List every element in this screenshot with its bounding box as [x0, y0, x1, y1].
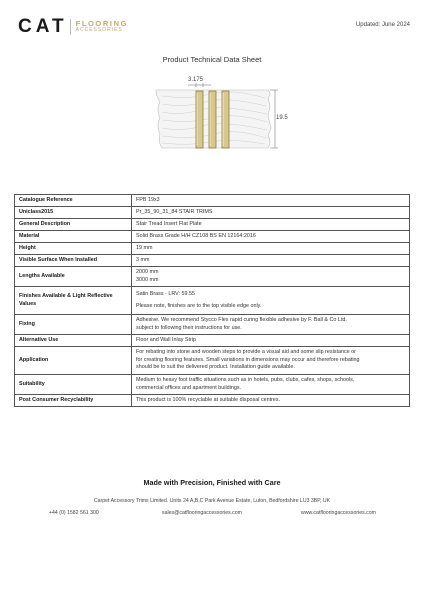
logo-subtitle-line2: ACCESSORIES — [75, 27, 123, 33]
spec-value — [132, 255, 410, 267]
spec-value-line: should be to suit the delivered product. Installation guide available. — [136, 364, 295, 371]
spec-value-line: Floor and Wall Inlay Strip — [136, 336, 197, 343]
spec-key: Suitability — [15, 375, 132, 395]
width-dimension — [188, 83, 211, 87]
spec-key: Post Consumer Recyclability — [15, 395, 132, 407]
spec-value — [132, 195, 410, 207]
spec-value — [132, 315, 410, 335]
spec-value-line: 3000 mm — [136, 276, 159, 283]
spec-row — [15, 347, 410, 375]
spec-value-line: Medium to heavy foot traffic situations such as in hotels, pubs, clubs, cafes, shops, schools, — [136, 377, 355, 383]
email-link[interactable]: sales@catflooringaccessories.com — [162, 510, 242, 516]
spec-value-line: Adhesive. We recommend Stycco Flex rapid curing flexible adhesive by F. Ball & Co Ltd. — [136, 317, 347, 323]
spec-value — [132, 375, 410, 395]
spec-value-line: For rebating into stone and wooden steps to provide a visual aid and some slip resistance or — [136, 349, 356, 356]
spec-key: Material — [15, 231, 132, 243]
company-address: Carpet Accessory Trims Limited. Units 24 A,B,C Park Avenue Estate, Luton, Bedfordshire LU3 3BP, UK — [93, 498, 331, 504]
spec-row — [15, 255, 410, 267]
spec-value-line: Satin Brass - LRV: 59.55 — [136, 290, 196, 297]
spec-row — [15, 315, 410, 335]
spec-value — [132, 243, 410, 255]
logo-divider — [70, 19, 71, 35]
spec-key: Visible Surface When Installed — [15, 255, 132, 267]
spec-value — [132, 395, 410, 407]
spec-value — [132, 207, 410, 219]
company-logo — [18, 16, 128, 38]
product-cross-section-drawing — [150, 72, 300, 162]
spec-value — [132, 267, 410, 287]
spec-row — [15, 231, 410, 243]
spec-value-line: 3 mm — [136, 256, 150, 263]
spec-key: Finishes Available & Light Reflective Values — [15, 287, 132, 315]
spec-key: Alternative Use — [15, 335, 132, 347]
spec-key: Application — [15, 347, 132, 375]
spec-value-line: FPB 19x3 — [136, 196, 160, 203]
spec-value-line: This product is 100% recyclable at suitable disposal centres. — [136, 396, 281, 403]
footer-tagline: Made with Precision, Finished with Care — [143, 478, 281, 487]
brass-strips — [196, 91, 229, 148]
spec-row — [15, 267, 410, 287]
spec-value-line: commercial offices and apartment buildings. — [136, 384, 242, 391]
spec-value-line: Solid Brass Grade H/H CZ108 BS EN 12164:2016 — [136, 232, 256, 239]
spec-row — [15, 395, 410, 407]
spec-row — [15, 287, 410, 315]
spec-value — [132, 287, 410, 315]
spec-key: Uniclass2015 — [15, 207, 132, 219]
spec-value-line: Pr_35_90_31_84 STAIR TRIMS — [136, 208, 213, 215]
spec-row — [15, 207, 410, 219]
spec-value — [132, 347, 410, 375]
spec-value-line: Please note, finishes are to the top visible edge only. — [136, 303, 262, 309]
spec-table — [14, 194, 410, 407]
updated-date: Updated: June 2024 — [355, 22, 410, 28]
page-title: Product Technical Data Sheet — [162, 55, 262, 64]
spec-value-line: Stair Tread Insert Flat Plate — [136, 220, 202, 227]
spec-key: Height — [15, 243, 132, 255]
spec-value — [132, 231, 410, 243]
spec-value-line: 19 mm — [136, 244, 153, 251]
logo-subtitle — [76, 20, 128, 34]
spec-table-body — [15, 195, 410, 407]
logo-subtitle-line1: FLOORING — [75, 19, 129, 28]
spec-value-line: for creating flooring features. Small variations in dimensions may occur and therefore rebating — [136, 356, 360, 363]
spec-row — [15, 335, 410, 347]
logo-mark: CAT — [18, 16, 68, 37]
spec-key: Catalogue Reference — [15, 195, 132, 207]
spec-row — [15, 195, 410, 207]
spec-value — [132, 335, 410, 347]
spec-row — [15, 375, 410, 395]
spec-key: Fixing — [15, 315, 132, 335]
spec-key: General Description — [15, 219, 132, 231]
spec-row — [15, 219, 410, 231]
spec-value-line: 2000 mm — [136, 269, 159, 275]
header — [18, 16, 410, 40]
dim-height-label: 19.5 — [276, 115, 288, 121]
phone-number: +44 (0) 1582 561 300 — [49, 510, 99, 516]
spec-key: Lengths Available — [15, 267, 132, 287]
spec-value — [132, 219, 410, 231]
spec-row — [15, 243, 410, 255]
cross-section-svg — [150, 72, 300, 162]
website-link[interactable]: www.catflooringaccessories.com — [301, 510, 376, 516]
dim-width-label: 3.175 — [188, 77, 204, 83]
spec-value-line: subject to following their instructions for use. — [136, 324, 242, 331]
